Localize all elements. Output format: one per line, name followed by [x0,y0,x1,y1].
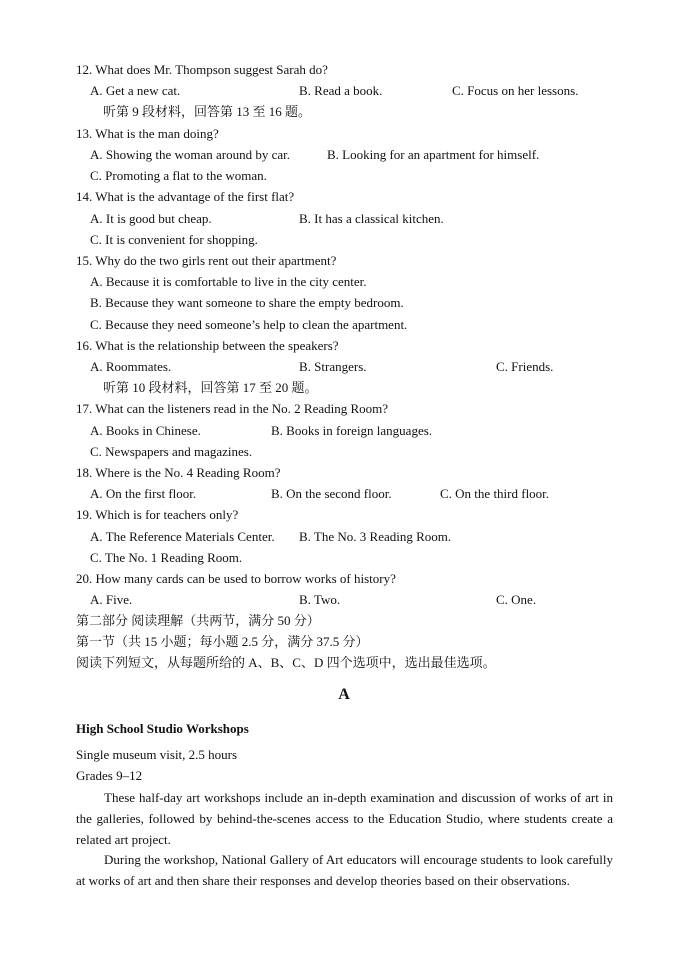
option-14a: A. It is good but cheap. [90,211,212,226]
option-16a: A. Roommates. [90,359,172,374]
passage-title: High School Studio Workshops [76,721,249,736]
passage-paragraph-2: During the workshop, National Gallery of Art educators will encourage students to look carefully at works of art and then share their responses and develop theories based on their observations. [76,852,613,888]
passage-label: A [338,686,350,703]
option-13b: B. Looking for an apartment for himself. [327,147,540,162]
option-12b: B. Read a book. [299,83,383,98]
option-19a: A. The Reference Materials Center. [90,529,275,544]
passage-paragraph-1: These half-day art workshops include an in-depth examination and discussion of works of art in the galleries, followed by behind-the-scenes access to the Education Studio, where students create a related art project. [76,790,613,847]
part-two-heading: 第二部分 阅读理解（共两节，满分 50 分） [76,613,320,628]
question-20: 20. How many cards can be used to borrow works of history? [76,571,396,586]
option-14b: B. It has a classical kitchen. [299,211,444,226]
question-15: 15. Why do the two girls rent out their apartment? [76,253,337,268]
option-13c: C. Promoting a flat to the woman. [90,168,267,183]
section-one-heading: 第一节（共 15 小题；每小题 2.5 分，满分 37.5 分） [76,634,369,649]
option-12c: C. Focus on her lessons. [452,83,579,98]
option-18b: B. On the second floor. [271,486,392,501]
option-20c: C. One. [496,592,537,607]
option-16b: B. Strangers. [299,359,367,374]
option-15c: C. Because they need someone’s help to clean the apartment. [90,317,408,332]
option-17a: A. Books in Chinese. [90,423,201,438]
reading-directions: 阅读下列短文，从每题所给的 A、B、C、D 四个选项中，选出最佳选项。 [76,655,496,670]
question-16: 16. What is the relationship between the speakers? [76,338,339,353]
question-17: 17. What can the listeners read in the No. 2 Reading Room? [76,401,389,416]
instruction-section-10: 听第 10 段材料，回答第 17 至 20 题。 [103,380,318,395]
question-13: 13. What is the man doing? [76,126,219,141]
option-17b: B. Books in foreign languages. [271,423,433,438]
passage-visit-info: Single museum visit, 2.5 hours [76,747,238,762]
question-12: 12. What does Mr. Thompson suggest Sarah do? [76,62,328,77]
instruction-section-9: 听第 9 段材料，回答第 13 至 16 题。 [103,104,312,119]
option-16c: C. Friends. [496,359,554,374]
option-15b: B. Because they want someone to share the empty bedroom. [90,295,404,310]
option-13a: A. Showing the woman around by car. [90,147,291,162]
question-19: 19. Which is for teachers only? [76,507,239,522]
option-18a: A. On the first floor. [90,486,197,501]
option-20a: A. Five. [90,592,133,607]
option-20b: B. Two. [299,592,341,607]
option-12a: A. Get a new cat. [90,83,181,98]
passage-grades: Grades 9–12 [76,768,143,783]
question-14: 14. What is the advantage of the first flat? [76,189,295,204]
option-15a: A. Because it is comfortable to live in the city center. [90,274,367,289]
option-17c: C. Newspapers and magazines. [90,444,253,459]
option-18c: C. On the third floor. [440,486,550,501]
option-19b: B. The No. 3 Reading Room. [299,529,452,544]
option-14c: C. It is convenient for shopping. [90,232,258,247]
option-19c: C. The No. 1 Reading Room. [90,550,243,565]
question-18: 18. Where is the No. 4 Reading Room? [76,465,281,480]
